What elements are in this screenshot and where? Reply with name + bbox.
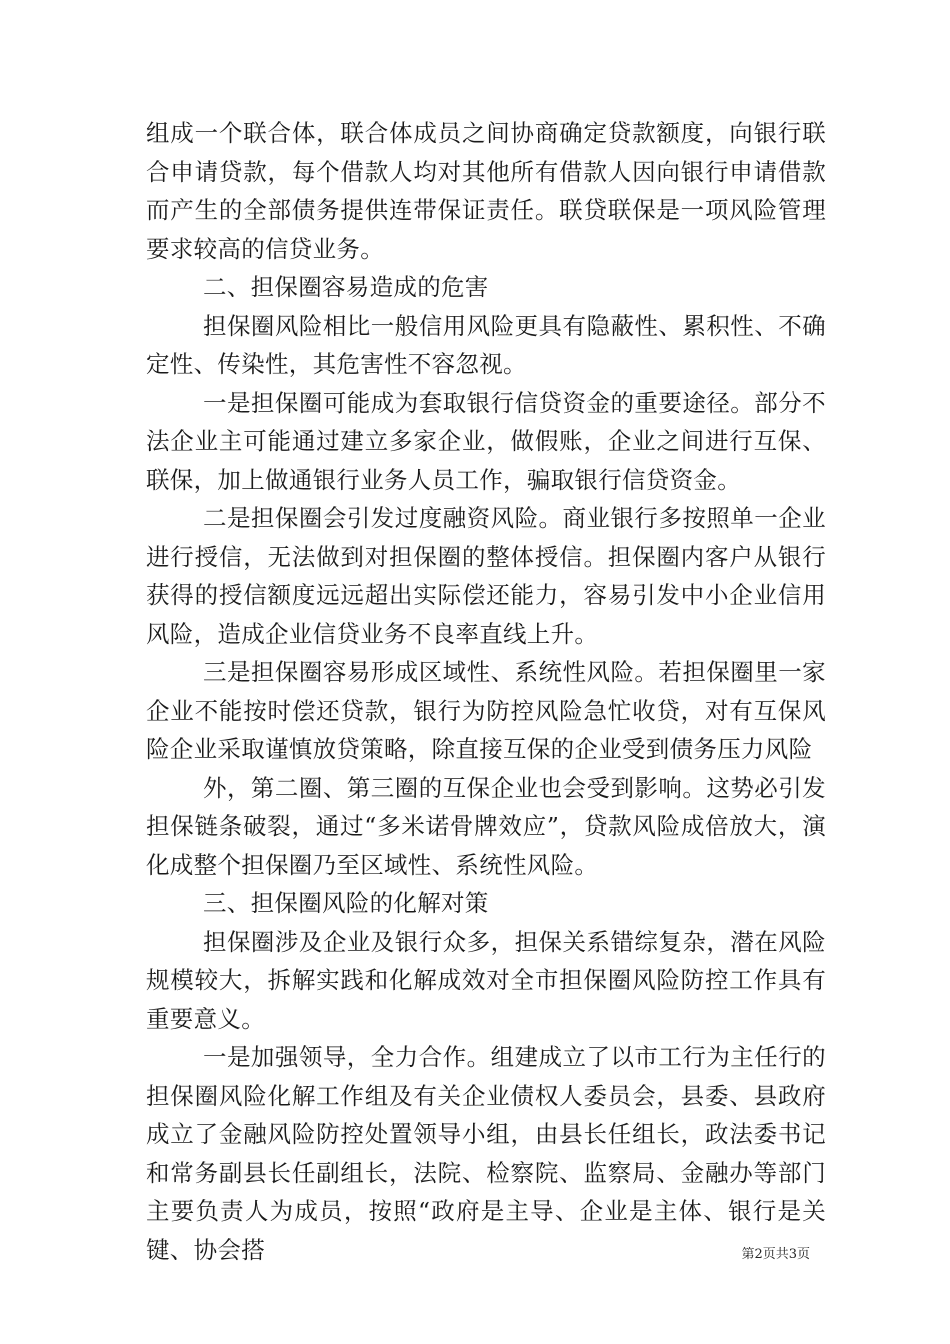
section-heading-2: 二、担保圈容易造成的危害 bbox=[203, 273, 489, 301]
paragraph: 担保圈涉及企业及银行众多，担保关系错综复杂，潜在风险规模较大，拆解实践和化解成效对全市担保圈风险防控工作具有重要意义。 bbox=[146, 927, 826, 1033]
paragraph: 一是加强领导，全力合作。组建成立了以市工行为主任行的担保圈风险化解工作组及有关企业债权人委员会，县委、县政府成立了金融风险防控处置领导小组，由县长任组长，政法委书记和常务副县长任副组长，法院、检察院、监察局、金融办等部门主要负责人为成员，按照“政府是主导、企业是主体、银行是关键、协会搭 bbox=[146, 1043, 826, 1264]
section-heading-3: 三、担保圈风险的化解对策 bbox=[203, 889, 489, 917]
paragraph: 二是担保圈会引发过度融资风险。商业银行多按照单一企业进行授信，无法做到对担保圈的整体授信。担保圈内客户从银行获得的授信额度远远超出实际偿还能力，容易引发中小企业信用风险，造成企业信贷业务不良率直线上升。 bbox=[146, 504, 826, 648]
paragraph: 担保圈风险相比一般信用风险更具有隐蔽性、累积性、不确定性、传染性，其危害性不容忽视。 bbox=[146, 311, 826, 378]
page-number: 第2页共3页 bbox=[741, 1247, 810, 1262]
paragraph: 外，第二圈、第三圈的互保企业也会受到影响。这势必引发担保链条破裂，通过“多米诺骨牌效应”，贷款风险成倍放大，演化成整个担保圈乃至区域性、系统性风险。 bbox=[146, 773, 826, 879]
paragraph-continuation: 组成一个联合体，联合体成员之间协商确定贷款额度，向银行联合申请贷款，每个借款人均对其他所有借款人因向银行申请借款而产生的全部债务提供连带保证责任。联贷联保是一项风险管理要求较高的信贷业务。 bbox=[146, 119, 826, 263]
document-body bbox=[146, 114, 826, 1269]
paragraph: 一是担保圈可能成为套取银行信贷资金的重要途径。部分不法企业主可能通过建立多家企业，做假账，企业之间进行互保、联保，加上做通银行业务人员工作，骗取银行信贷资金。 bbox=[146, 388, 826, 494]
paragraph: 三是担保圈容易形成区域性、系统性风险。若担保圈里一家企业不能按时偿还贷款，银行为防控风险急忙收贷，对有互保风险企业采取谨慎放贷策略，除直接互保的企业受到债务压力风险 bbox=[146, 658, 826, 763]
